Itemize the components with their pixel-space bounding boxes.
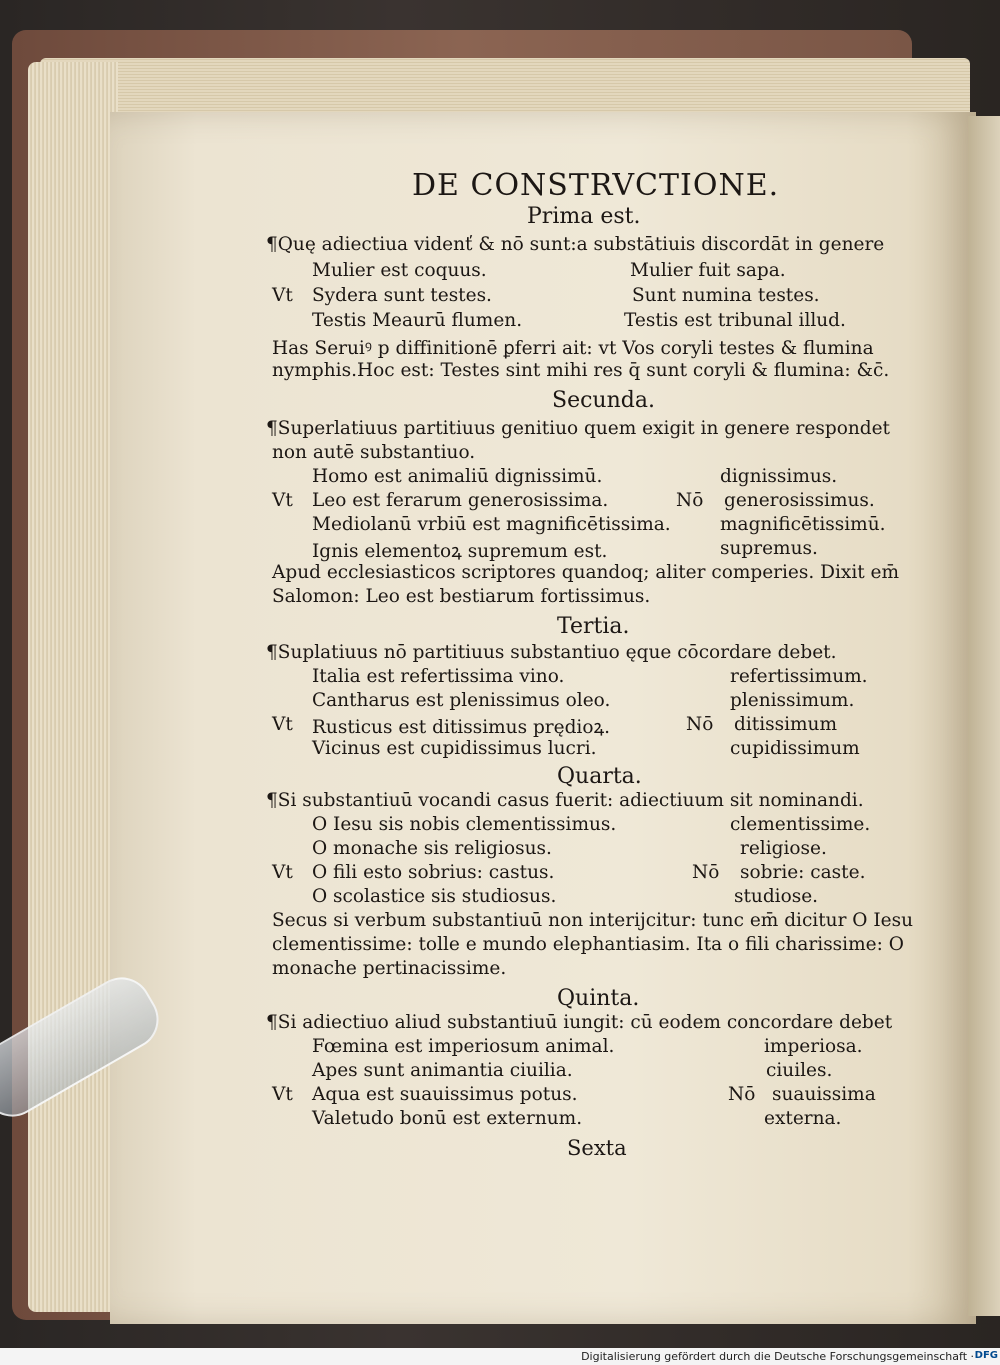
text-line: ¶Suplatiuus nō partitiuus substantiuo ęque cōcordare debet. <box>266 642 837 663</box>
example-left: Vicinus est cupidissimus lucri. <box>312 738 597 759</box>
footer-text: Digitalisierung gefördert durch die Deutsche Forschungsgemeinschaft · <box>581 1350 974 1363</box>
example-right: imperiosa. <box>764 1036 863 1057</box>
text-line: Has Seruiꝰ p diffinitionē ꝑferri ait: vt Vos coryli testes & flumina <box>272 338 874 359</box>
text-line: ¶Superlatiuus partitiuus genitiuo quem exigit in genere respondet <box>266 418 890 439</box>
no-label: Nō <box>686 714 714 735</box>
text-line: clementissime: tolle e mundo elephantiasim. Ita o fili charissime: O <box>272 934 904 955</box>
example-left: O Iesu sis nobis clementissimus. <box>312 814 617 835</box>
example-right: generosissimus. <box>724 490 875 511</box>
example-right: supremus. <box>720 538 818 559</box>
example-right: clementissime. <box>730 814 871 835</box>
vt-label: Vt <box>272 862 293 883</box>
example-right: magnificētissimū. <box>720 514 886 535</box>
example-left: Aqua est suauissimus potus. <box>312 1084 578 1105</box>
text-line: Apud ecclesiasticos scriptores quandoq; aliter comperies. Dixit em̄ <box>272 562 900 583</box>
example-left: O scolastice sis studiosus. <box>312 886 557 907</box>
example-left: Mulier est coquus. <box>312 260 487 281</box>
example-right: externa. <box>764 1108 842 1129</box>
vt-label: Vt <box>272 490 293 511</box>
example-right: ciuiles. <box>766 1060 833 1081</box>
example-left: Testis Meaurū flumen. <box>312 310 523 331</box>
no-label: Nō <box>676 490 704 511</box>
example-left: Cantharus est plenissimus oleo. <box>312 690 611 711</box>
text-line: Secus si verbum substantiuū non interijcitur: tunc em̄ dicitur O Iesu <box>272 910 914 931</box>
section-title: Prima est. <box>527 204 641 229</box>
example-left: Mediolanū vrbiū est magnificētissima. <box>312 514 671 535</box>
text-line: ¶Si adiectiuo aliud substantiuū iungit: cū eodem concordare debet <box>266 1012 893 1033</box>
vt-label: Vt <box>272 285 293 306</box>
section-title: Tertia. <box>557 614 630 639</box>
text-line: monache pertinacissime. <box>272 958 507 979</box>
text-line: nymphis.Hoc est: Testes sint mihi res q̄ sunt coryli & flumina: &c̄. <box>272 360 890 381</box>
text-line: Salomon: Leo est bestiarum fortissimus. <box>272 586 651 607</box>
text-line: ¶Quę adiectiua videnť & nō sunt:a substātiuis discordāt in genere <box>266 234 885 255</box>
page-edges-left <box>28 62 118 1312</box>
example-right: plenissimum. <box>730 690 855 711</box>
section-title: Quarta. <box>557 764 642 789</box>
text-line: non autē substantiuo. <box>272 442 476 463</box>
example-right: dignissimus. <box>720 466 838 487</box>
no-label: Nō <box>728 1084 756 1105</box>
section-title: Quinta. <box>557 986 640 1011</box>
example-right: sobrie: caste. <box>740 862 866 883</box>
dfg-logo: DFG <box>974 1350 998 1361</box>
example-left: Homo est animaliū dignissimū. <box>312 466 603 487</box>
section-title: Secunda. <box>552 388 655 413</box>
vt-label: Vt <box>272 714 293 735</box>
example-left: O monache sis religiosus. <box>312 838 552 859</box>
example-left: Rusticus est ditissimus prędioꝝ. <box>312 717 611 738</box>
page-header: DE CONSTRVCTIONE. <box>412 168 780 203</box>
example-right: cupidissimum <box>730 738 860 759</box>
example-left: Ignis elementoꝝ supremum est. <box>312 541 608 562</box>
example-left: Apes sunt animantia ciuilia. <box>312 1060 573 1081</box>
example-right: Sunt numina testes. <box>632 285 820 306</box>
example-left: Italia est refertissima vino. <box>312 666 565 687</box>
example-right: studiose. <box>734 886 819 907</box>
example-right: suauissima <box>772 1084 876 1105</box>
example-right: religiose. <box>740 838 827 859</box>
catchword: Sexta <box>567 1136 627 1160</box>
example-right: ditissimum <box>734 714 838 735</box>
example-right: Testis est tribunal illud. <box>624 310 846 331</box>
footer-bar <box>0 1348 1000 1365</box>
text-line: ¶Si substantiuū vocandi casus fuerit: adiectiuum sit nominandi. <box>266 790 864 811</box>
example-left: Valetudo bonū est externum. <box>312 1108 583 1129</box>
example-right: Mulier fuit sapa. <box>630 260 786 281</box>
example-left: O fili esto sobrius: castus. <box>312 862 555 883</box>
example-right: refertissimum. <box>730 666 868 687</box>
next-page-edge <box>968 116 1000 1316</box>
vt-label: Vt <box>272 1084 293 1105</box>
example-left: Fœmina est imperiosum animal. <box>312 1036 615 1057</box>
no-label: Nō <box>692 862 720 883</box>
example-left: Sydera sunt testes. <box>312 285 492 306</box>
example-left: Leo est ferarum generosissima. <box>312 490 609 511</box>
